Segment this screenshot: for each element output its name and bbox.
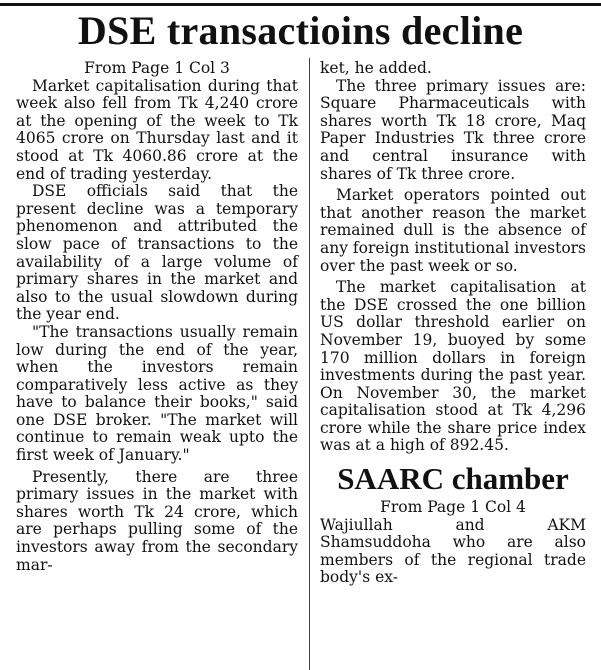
paragraph-broker-quote: "The transactions usually remain low during the end of the year, when the investors remain comparatively less active as they have to balance their books," said one DSE broker. "The market will continue to remain weak upto the first week of January."	[16, 322, 298, 465]
paragraph-dse-officials: DSE officials said that the present decline was a temporary phenomenon and attributed the slow pace of transactions to the availability of a large volume of primary shares in the market and also to the usual slowdown during the year end.	[16, 182, 298, 324]
right-column	[320, 60, 586, 587]
dateline: From Page 1 Col 3	[84, 59, 230, 77]
left-column	[16, 60, 298, 574]
paragraph-billion-threshold: The market capitalisation at the DSE crossed the one billion US dollar threshold earlier on November 19, buoyed by some 170 million dollars in foreign investments during the past year. On November 30, the market capitalisation stood at Tk 4,296 crore while the share price index was at a high of 892.45.	[320, 278, 586, 455]
paragraph-saarc: Wajiullah and AKM Shamsuddoha who are also members of the regional trade body's ex-	[320, 515, 586, 587]
paragraph-market-operators: Market operators pointed out that another reason the market remained dull is the absence of any foreign institutional investors over the past week or so.	[320, 186, 587, 275]
paragraph-continuation: ket, he added.	[320, 59, 432, 77]
sub-headline: SAARC chamber	[337, 461, 569, 497]
paragraph-three-issues: The three primary issues are: Square Pharmaceuticals with shares worth Tk 18 crore, Maq Paper Industries Tk three crore and central insurance with shares of Tk three crore.	[320, 76, 586, 183]
sub-dateline: From Page 1 Col 4	[380, 498, 526, 517]
headline: DSE transactioins decline	[77, 8, 524, 53]
paragraph-primary-issues: Presently, there are three primary issues in the market with shares worth Tk 24 crore, which are perhaps pulling some of the investors away from the secondary mar-	[16, 467, 298, 574]
paragraph-market-capitalisation: Market capitalisation during that week also fell from Tk 4,240 crore at the opening of the week to Tk 4065 crore on Thursday last and it stood at Tk 4060.86 crore at the end of trading yesterday.	[16, 76, 298, 183]
column-divider	[309, 58, 310, 670]
